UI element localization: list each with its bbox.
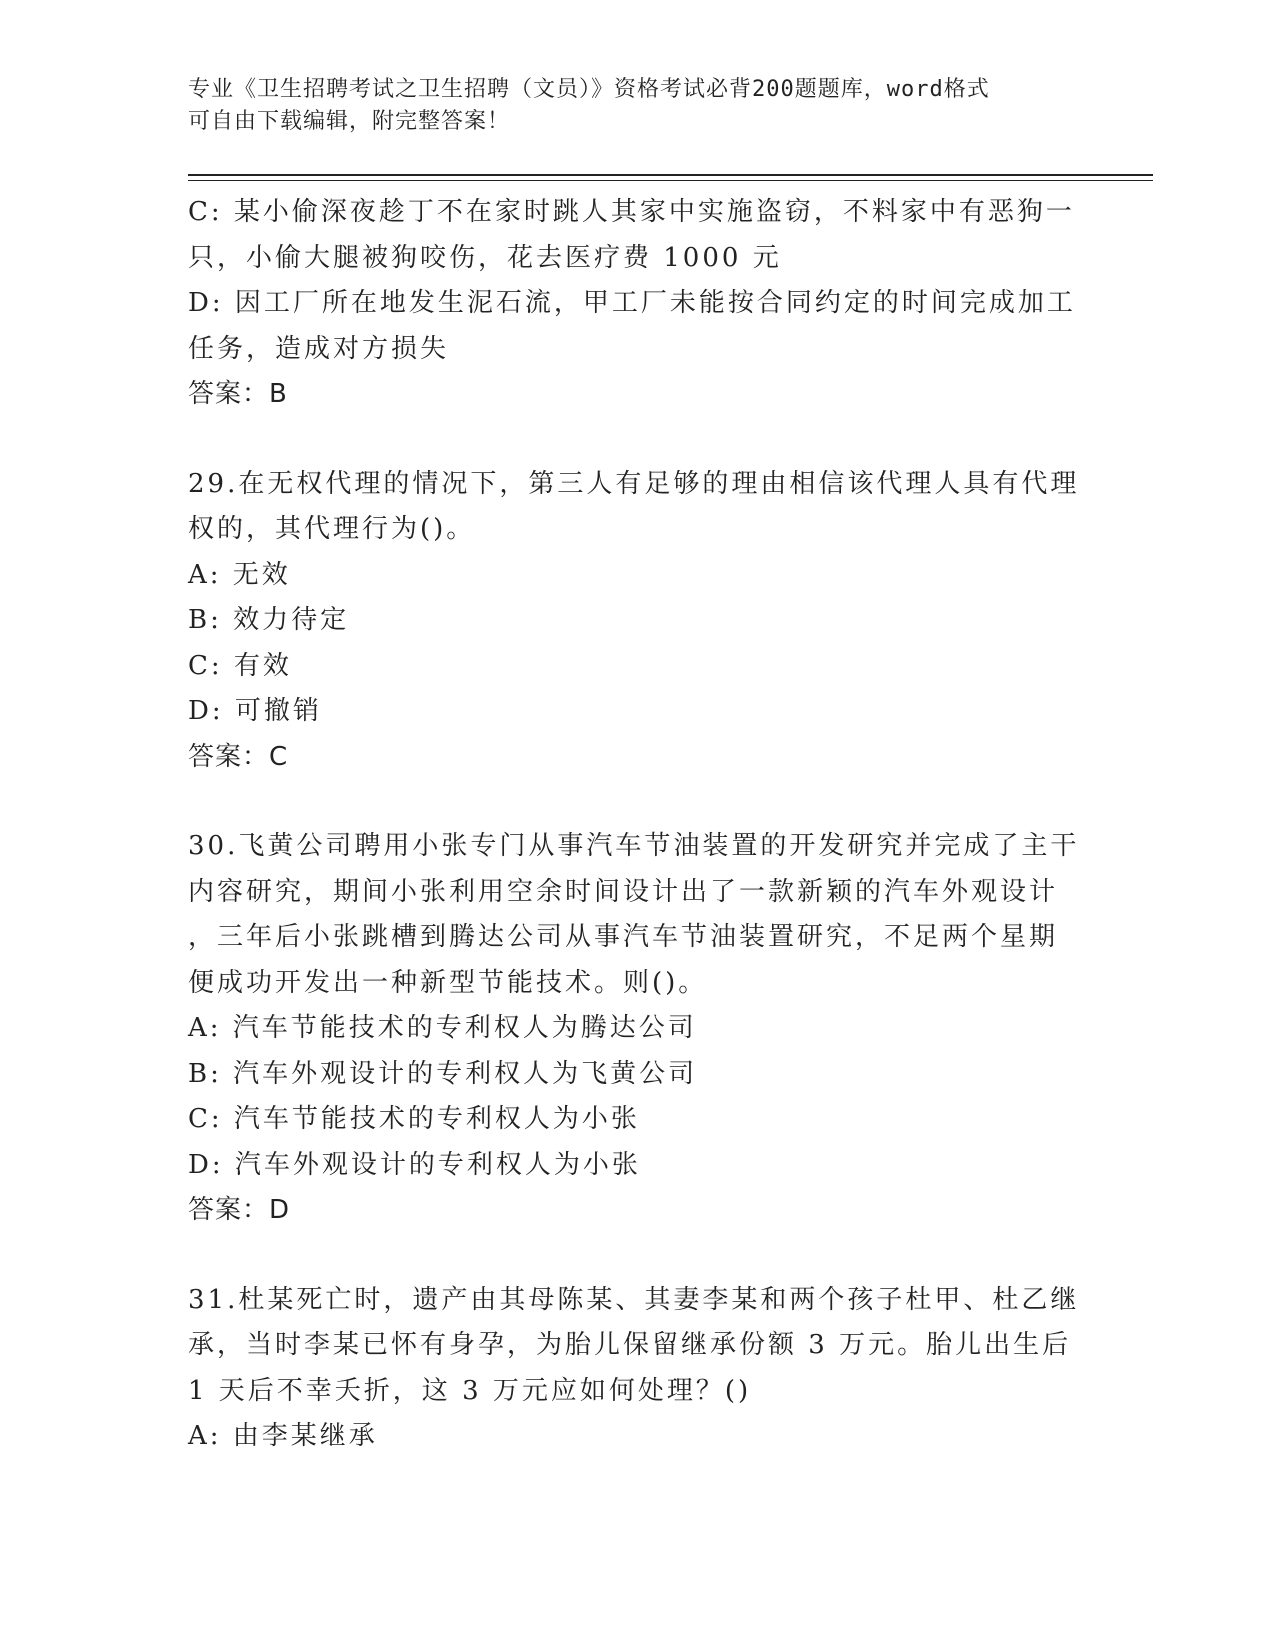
option-b: B: 效力待定: [188, 605, 350, 635]
question-28-tail: [188, 190, 1076, 418]
option-b: B: 汽车外观设计的专利权人为飞黄公司: [188, 1058, 698, 1089]
question-stem-cont: 便成功开发出一种新型节能技术。则()。: [188, 967, 708, 998]
document-header: [188, 74, 1068, 138]
question-31: [188, 1278, 1080, 1460]
question-stem-cont: ，三年后小张跳槽到腾达公司从事汽车节油装置研究，不足两个星期: [188, 922, 1059, 952]
option-a: A: 由李某继承: [188, 1421, 378, 1451]
question-stem: 30.飞黄公司聘用小张专门从事汽车节油装置的开发研究并完成了主干: [188, 831, 1080, 861]
question-30: [188, 824, 1080, 1234]
option-c: C: 有效: [188, 650, 292, 681]
option-d: D: 因工厂所在地发生泥石流，甲工厂未能按合同约定的时间完成加工: [188, 288, 1076, 318]
question-29: [188, 462, 1080, 781]
question-stem-cont: 权的，其代理行为()。: [188, 514, 476, 544]
question-stem-cont: 1 天后不幸夭折，这 3 万元应如何处理？(): [188, 1375, 752, 1406]
question-stem: 29.在无权代理的情况下，第三人有足够的理由相信该代理人具有代理: [188, 468, 1080, 499]
header-line-1: 专业《卫生招聘考试之卫生招聘（文员）》资格考试必背200题题库，word格式: [188, 77, 990, 102]
question-stem-cont: 内容研究，期间小张利用空余时间设计出了一款新颖的汽车外观设计: [188, 876, 1059, 907]
answer: 答案：D: [188, 1195, 291, 1225]
answer: 答案：B: [188, 379, 288, 409]
question-stem: 31.杜某死亡时，遗产由其母陈某、其妻李某和两个孩子杜甲、杜乙继: [188, 1284, 1080, 1315]
option-c-cont: 只，小偷大腿被狗咬伤，花去医疗费 1000 元: [188, 242, 782, 273]
option-d: D: 汽车外观设计的专利权人为小张: [188, 1149, 641, 1180]
option-c: C: 汽车节能技术的专利权人为小张: [188, 1104, 640, 1134]
header-rule-thin: [188, 180, 1153, 181]
option-c: C: 某小偷深夜趁丁不在家时跳人其家中实施盗窃，不料家中有恶狗一: [188, 197, 1075, 227]
answer: 答案：C: [188, 741, 289, 772]
option-a: A: 汽车节能技术的专利权人为腾达公司: [188, 1013, 697, 1043]
header-line-2: 可自由下载编辑，附完整答案！: [188, 109, 511, 134]
option-d: D: 可撤销: [188, 696, 322, 726]
document-body: [188, 190, 1080, 1460]
option-d-cont: 任务，造成对方损失: [188, 333, 450, 364]
option-a: A: 无效: [188, 559, 291, 590]
question-stem-cont: 承，当时李某已怀有身孕，为胎儿保留继承份额 3 万元。胎儿出生后: [188, 1330, 1072, 1360]
header-rule-thick: [188, 174, 1153, 176]
